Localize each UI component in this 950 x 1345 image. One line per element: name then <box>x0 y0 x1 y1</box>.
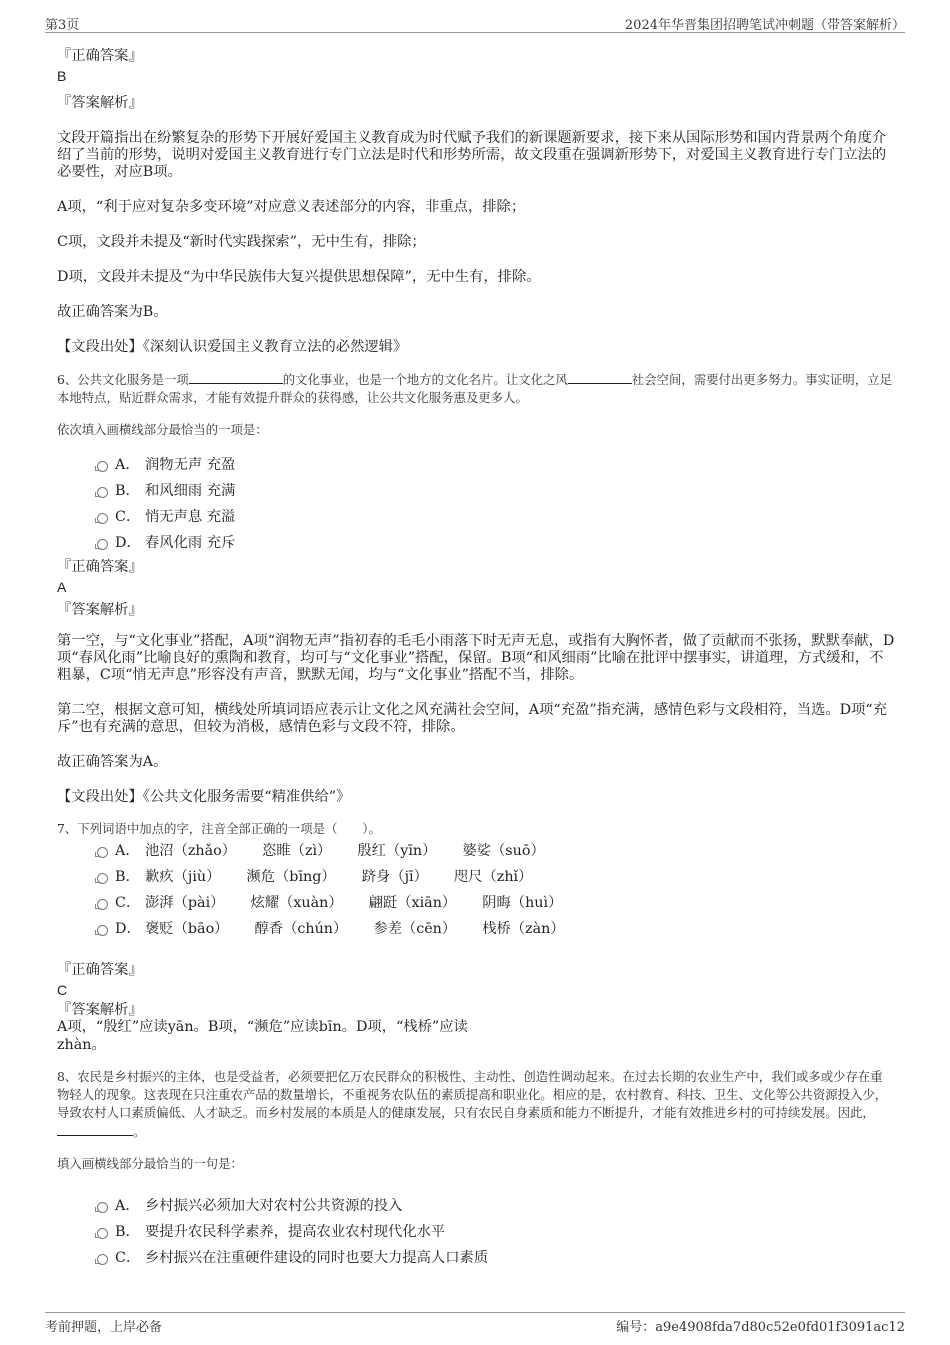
option-letter: A． <box>115 1198 140 1214</box>
correct-answer-label: 『正确答案』 <box>57 962 143 978</box>
question-stem: 7、下列词语中加点的字，注音全部正确的一项是（ ）。 <box>57 821 381 836</box>
stem-text: 的文化事业，也是一个地方的文化名片。让文化之风 <box>282 372 568 387</box>
page-number: 第3页 <box>45 18 80 33</box>
stem-text: 8、农民是乡村振兴的主体，也是受益者，必须要把亿万农民群众的积极性、主动性、创造性调动起来。在过去长期的农业生产中，我们或多或少存在重物轻人的现象。这表现在只注重农产品的数量增长，不重视务农队伍的素质提高和职业化。相应的是，农村教育、科技、卫生、文化等公共资源投入少，导致农村人口素质偏低、人才缺乏。而乡村发展的本质是人的健康发展，只有农民自身素质和能力不断提升，才能有效推进乡村的可持续发展。因此， <box>57 1069 888 1120</box>
analysis-label: 『答案解析』 <box>57 95 143 111</box>
pinyin-word: 炫耀（xuàn） <box>250 895 343 911</box>
radio-icon[interactable] <box>97 1202 108 1213</box>
analysis-paragraph: 故正确答案为B。 <box>57 304 168 320</box>
option-text: 乡村振兴在注重硬件建设的同时也要大力提高人口素质 <box>145 1250 489 1266</box>
option-d[interactable] <box>57 916 895 942</box>
option-text: 春风化雨 充斥 <box>145 535 236 551</box>
analysis-paragraph: A项，“殷红”应读yān。B项，“濒危”应读bīn。D项，“栈桥”应读 <box>57 1019 468 1035</box>
option-text <box>145 890 588 916</box>
pinyin-word: 歉疚（jiù） <box>145 869 221 885</box>
radio-icon[interactable] <box>97 513 108 524</box>
pinyin-word: 殷红（yīn） <box>357 843 437 859</box>
pinyin-word: 参差（cēn） <box>373 921 457 937</box>
option-letter: B． <box>115 483 140 499</box>
option-a[interactable] <box>57 1193 895 1219</box>
option-letter: D． <box>115 921 141 937</box>
option-b[interactable] <box>57 864 895 890</box>
analysis-label: 『答案解析』 <box>57 602 143 618</box>
stem-text: 社会空间，需要付出更多努力。事实证明，立足本地特点，贴近群众需求，才能有效提升群众的获得感，让公共文化服务惠及更多人。 <box>57 372 892 405</box>
option-c[interactable] <box>57 1245 895 1271</box>
pinyin-word: 咫尺（zhǐ） <box>453 869 533 885</box>
radio-icon[interactable] <box>97 487 108 498</box>
option-c[interactable] <box>57 890 895 916</box>
option-b[interactable] <box>57 478 895 504</box>
option-text: 和风细雨 充满 <box>145 483 236 499</box>
stem-text: 6、公共文化服务是一项 <box>57 372 189 387</box>
pinyin-word: 恣睢（zì） <box>262 843 332 859</box>
option-letter: A． <box>115 457 140 473</box>
option-letter: C． <box>115 1250 141 1266</box>
option-letter: A． <box>115 843 140 859</box>
analysis-paragraph: 文段开篇指出在纷繁复杂的形势下开展好爱国主义教育成为时代赋予我们的新课题新要求，接下来从国际形势和国内背景两个角度介绍了当前的形势，说明对爱国主义教育进行专门立法是时代和形势所需，故文段重在强调新形势下，对爱国主义教育进行专门立法的必要性，对应B项。 <box>57 130 887 180</box>
pinyin-word: 醇香（chún） <box>254 921 348 937</box>
option-letter: D． <box>115 535 141 551</box>
correct-answer-label: 『正确答案』 <box>57 559 143 575</box>
pinyin-word: 澎湃（pài） <box>145 895 225 911</box>
pinyin-word: 婆娑（suō） <box>462 843 545 859</box>
stem-text: 。 <box>133 1124 146 1139</box>
option-list <box>57 1193 895 1271</box>
option-c[interactable] <box>57 504 895 530</box>
analysis-paragraph: 故正确答案为A。 <box>57 754 168 770</box>
radio-icon[interactable] <box>97 925 108 936</box>
option-text: 悄无声息 充溢 <box>145 509 236 525</box>
fill-blank <box>189 370 283 384</box>
page-content <box>57 40 895 1271</box>
page-footer <box>45 1312 905 1337</box>
radio-icon[interactable] <box>97 539 108 550</box>
radio-icon[interactable] <box>97 461 108 472</box>
analysis-paragraph: 第二空，根据文意可知，横线处所填词语应表示让文化之风充满社会空间，A项“充盈”指充满，感情色彩与文段相符，当选。D项“充斥”也有充满的意思，但较为消极，感情色彩与文段不符，排除。 <box>57 702 888 735</box>
fill-blank <box>57 1122 133 1136</box>
pinyin-word: 栈桥（zàn） <box>482 921 565 937</box>
option-text: 润物无声 充盈 <box>145 457 236 473</box>
option-text: 乡村振兴必须加大对农村公共资源的投入 <box>145 1198 403 1214</box>
document-code: 编号：a9e4908fda7d80c52e0fd01f3091ac12 <box>616 1320 905 1335</box>
page-header <box>45 10 905 33</box>
pinyin-word: 濒危（bīng） <box>246 869 336 885</box>
option-letter: C． <box>115 895 141 911</box>
option-list <box>57 452 895 556</box>
option-a[interactable] <box>57 452 895 478</box>
pinyin-word: 褒贬（bāo） <box>145 921 229 937</box>
analysis-paragraph: C项，文段并未提及“新时代实践探索”，无中生有，排除； <box>57 234 426 250</box>
option-letter: B． <box>115 1224 140 1240</box>
option-b[interactable] <box>57 1219 895 1245</box>
radio-icon[interactable] <box>97 847 108 858</box>
source-citation: 【文段出处】《公共文化服务需要“精准供给”》 <box>57 789 351 805</box>
radio-icon[interactable] <box>97 873 108 884</box>
question-stem <box>57 370 895 407</box>
option-letter: C． <box>115 509 141 525</box>
correct-answer-value: A <box>57 579 67 595</box>
pinyin-word: 池沼（zhǎo） <box>145 843 237 859</box>
option-d[interactable] <box>57 530 895 556</box>
option-a[interactable] <box>57 838 895 864</box>
analysis-paragraph: 第一空，与“文化事业”搭配，A项“润物无声”指初春的毛毛小雨落下时无声无息，或指有大胸怀者，做了贡献而不张扬，默默奉献，D项“春风化雨”比喻良好的熏陶和教育，均可与“文化事业”搭配，保留。B项“和风细雨”比喻在批评中摆事实，讲道理，方式缓和，不粗暴，C项“悄无声息”形容没有声音，默默无闻，均与“文化事业”搭配不当，排除。 <box>57 633 895 683</box>
radio-icon[interactable] <box>97 1228 108 1239</box>
source-citation: 【文段出处】《深刻认识爱国主义教育立法的必然逻辑》 <box>57 339 408 355</box>
option-text: 要提升农民科学素养，提高农业农村现代化水平 <box>145 1224 446 1240</box>
radio-icon[interactable] <box>97 1254 108 1265</box>
option-text <box>145 864 558 890</box>
option-list <box>57 838 895 942</box>
correct-answer-value: B <box>57 68 67 84</box>
analysis-paragraph: D项，文段并未提及“为中华民族伟大复兴提供思想保障”，无中生有，排除。 <box>57 269 541 285</box>
analysis-label: 『答案解析』 <box>57 1002 143 1018</box>
analysis-paragraph: zhàn。 <box>57 1037 106 1053</box>
option-text <box>145 838 571 864</box>
footer-slogan: 考前押题，上岸必备 <box>45 1320 163 1335</box>
correct-answer-label: 『正确答案』 <box>57 48 143 64</box>
radio-icon[interactable] <box>97 899 108 910</box>
question-stem <box>57 1068 895 1141</box>
question-instruction: 依次填入画横线部分最恰当的一项是： <box>57 422 268 437</box>
pinyin-word: 跻身（jī） <box>361 869 428 885</box>
fill-blank <box>568 370 632 384</box>
pinyin-word: 阴晦（huì） <box>482 895 563 911</box>
question-instruction: 填入画横线部分最恰当的一句是： <box>57 1156 243 1171</box>
option-letter: B． <box>115 869 140 885</box>
option-text <box>145 916 591 942</box>
pinyin-word: 翩跹（xiān） <box>368 895 457 911</box>
correct-answer-value: C <box>57 982 68 998</box>
document-title: 2024年华晋集团招聘笔试冲刺题（带答案解析） <box>624 18 905 33</box>
analysis-paragraph: A项，“利于应对复杂多变环境”对应意义表述部分的内容，非重点，排除； <box>57 199 526 215</box>
